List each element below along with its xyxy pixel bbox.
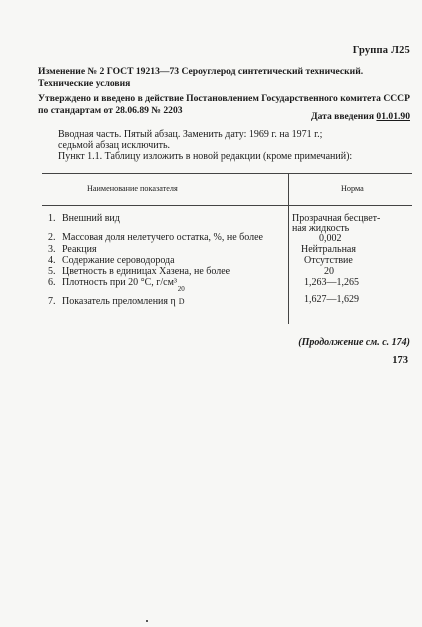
row-number: 3. <box>48 244 56 255</box>
row-number: 2. <box>48 232 56 243</box>
row-norm: 0,002 <box>319 233 342 244</box>
row-number: 6. <box>48 277 56 288</box>
table-row <box>48 232 263 243</box>
row-name: Показатель преломления η <box>62 296 176 307</box>
intro-line-1: Вводная часть. Пятый абзац. Заменить дату: 1969 г. на 1971 г.; <box>58 129 323 140</box>
page-number: 173 <box>392 355 408 366</box>
refraction-sup: 20 <box>177 285 185 293</box>
row-number: 7. <box>48 296 56 307</box>
row-name: Реакция <box>62 244 97 255</box>
row-number: 1. <box>48 213 56 224</box>
table-row <box>48 255 175 266</box>
row-norm: Прозрачная бесцвет- <box>292 213 381 224</box>
table-row <box>48 285 189 307</box>
row-name: Содержание сероводорода <box>62 255 175 266</box>
approval-statement: Утверждено и введено в действие Постановлением Государственного комитета СССР по стандартам от 28.06.89 № 2203 <box>38 93 410 116</box>
intro-line-2: седьмой абзац исключить. <box>58 140 171 151</box>
row-norm: 20 <box>324 266 334 277</box>
table-top-rule <box>42 173 412 174</box>
table-header-rule <box>42 205 412 206</box>
refraction-index-scripts <box>177 285 189 306</box>
row-number: 4. <box>48 255 56 266</box>
table-row <box>48 213 120 224</box>
table-row <box>48 266 230 277</box>
scan-speck <box>146 620 148 622</box>
continuation-note: (Продолжение см. с. 174) <box>298 337 410 348</box>
row-name: Внешний вид <box>62 213 120 224</box>
table-row <box>48 244 97 255</box>
row-name: Цветность в единицах Хазена, не более <box>62 266 231 277</box>
intro-line-3: Пункт 1.1. Таблицу изложить в новой редакции (кроме примечаний): <box>58 151 353 162</box>
row-norm-continuation: ная жидкость <box>292 223 350 234</box>
group-code: Группа Л25 <box>352 45 410 56</box>
table-column-divider <box>288 173 289 324</box>
table-row <box>48 277 177 288</box>
row-norm: Отсутствие <box>304 255 353 266</box>
column-header-name: Наименование показателя <box>87 184 178 193</box>
row-number: 5. <box>48 266 56 277</box>
intro-date-label: Дата введения <box>310 111 375 122</box>
row-name: Массовая доля нелетучего остатка, %, не более <box>62 232 263 243</box>
row-norm: Нейтральная <box>301 244 356 255</box>
intro-paragraph <box>58 129 410 162</box>
column-header-norm: Норма <box>341 184 364 193</box>
row-norm: 1,263—1,265 <box>304 277 359 288</box>
intro-date-value: 01.01.90 <box>376 111 410 122</box>
refraction-sub: D <box>178 297 185 306</box>
row-name: Плотность при 20 °С, г/см³ <box>62 277 177 288</box>
change-header: Изменение № 2 ГОСТ 19213—73 Сероуглерод синтетический технический. Технические условия <box>38 66 364 89</box>
indicators-table <box>42 173 412 324</box>
row-norm: 1,627—1,629 <box>304 294 359 305</box>
intro-date <box>311 111 410 122</box>
